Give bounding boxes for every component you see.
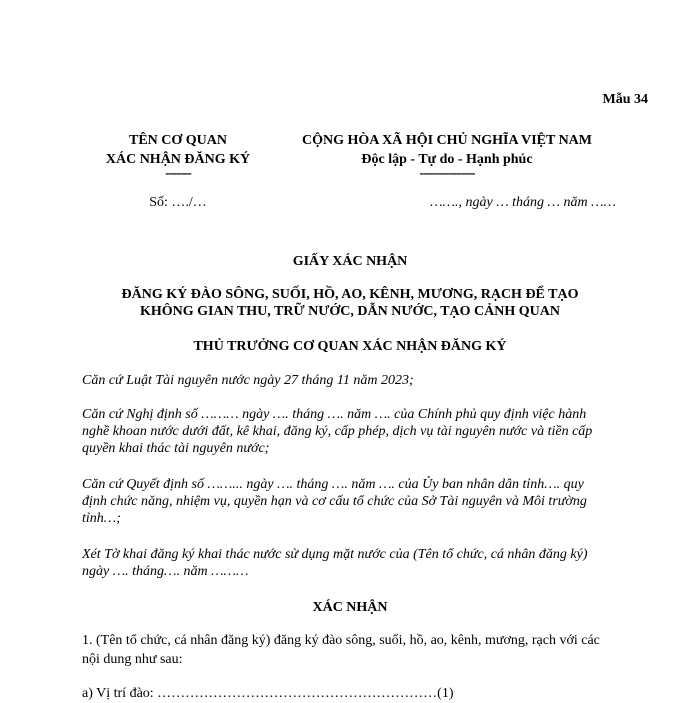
- agency-separator: -------: [165, 166, 191, 181]
- agency-role-line: XÁC NHẬN ĐĂNG KÝ: [105, 152, 251, 167]
- agency-name-line: TÊN CƠ QUAN: [128, 133, 227, 148]
- document-date: ……., ngày … tháng … năm ……: [430, 195, 616, 210]
- confirmation-heading: XÁC NHẬN: [312, 600, 388, 615]
- issuing-agency-header: [98, 131, 258, 179]
- country-name: CỘNG HÒA XÃ HỘI CHỦ NGHĨA VIỆT NAM: [301, 133, 592, 148]
- national-motto-header: [282, 131, 612, 179]
- subtitle-line-1: ĐĂNG KÝ ĐÀO SÔNG, SUỐI, HỒ, AO, KÊNH, MƯƠNG, RẠCH ĐỂ TẠO: [121, 287, 579, 302]
- national-motto: Độc lập - Tự do - Hạnh phúc: [361, 152, 533, 167]
- form-code: Mẫu 34: [602, 92, 648, 107]
- subtitle-line-2: KHÔNG GIAN THU, TRỮ NƯỚC, DẪN NƯỚC, TẠO CẢNH QUAN: [139, 304, 560, 319]
- document-title: GIẤY XÁC NHẬN: [292, 254, 408, 269]
- document-subtitle: [80, 286, 620, 320]
- legal-basis-decision: Căn cứ Quyết định số ……... ngày …. tháng …. năm …. của Ủy ban nhân dân tỉnh…. quy định chức năng, nhiệm vụ, quyền hạn và cơ cấu tổ chức của Sở Tài nguyên và Môi trường tỉnh…;: [82, 477, 587, 526]
- authority-title: THỦ TRƯỞNG CƠ QUAN XÁC NHẬN ĐĂNG KÝ: [193, 339, 507, 354]
- confirmation-item-1: 1. (Tên tổ chức, cá nhân đăng ký) đăng ký đào sông, suối, hồ, ao, kênh, mương, rạch với các nội dung như sau:: [82, 633, 600, 667]
- excavation-location-field: a) Vị trí đào: ……………………………………………………(1): [82, 686, 454, 701]
- legal-basis-declaration: Xét Tờ khai đăng ký khai thác nước sử dụng mặt nước của (Tên tổ chức, cá nhân đăng ký) ngày …. tháng…. năm ………: [82, 547, 588, 579]
- legal-basis-decree: Căn cứ Nghị định số ……… ngày …. tháng …. năm …. của Chính phủ quy định việc hành nghề khoan nước dưới đất, kê khai, đăng ký, cấp phép, dịch vụ tài nguyên nước và tiền cấp quyền khai thác tài nguyên nước;: [82, 407, 593, 456]
- document-number: Số: …./…: [149, 195, 207, 210]
- legal-basis-law: Căn cứ Luật Tài nguyên nước ngày 27 tháng 11 năm 2023;: [82, 373, 414, 388]
- motto-separator: ---------------: [419, 166, 475, 181]
